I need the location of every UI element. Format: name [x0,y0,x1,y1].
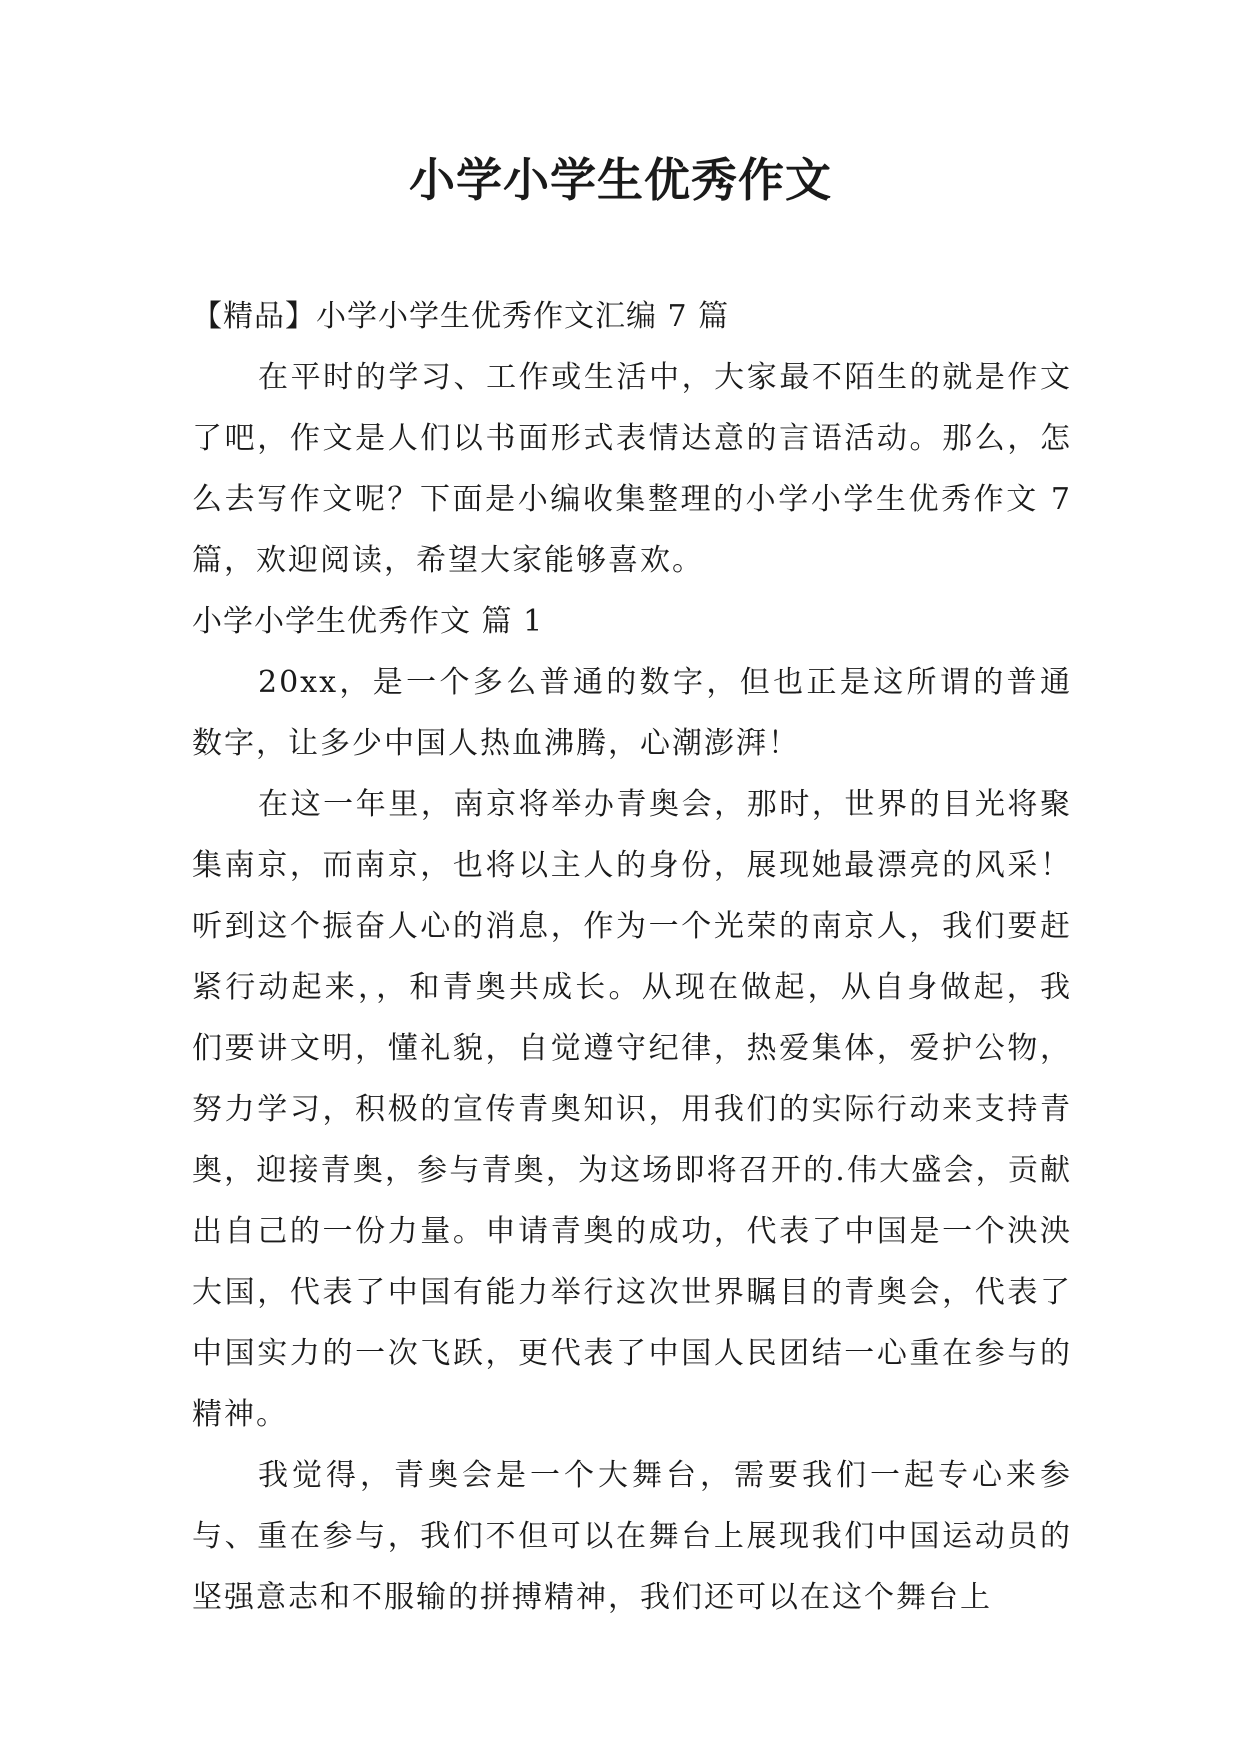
body-paragraph-1: 20xx，是一个多么普通的数字，但也正是这所谓的普通数字，让多少中国人热血沸腾，心潮澎湃！ [192,665,1072,761]
intro-paragraph: 在平时的学习、工作或生活中，大家最不陌生的就是作文了吧，作文是人们以书面形式表情达意的言语活动。那么，怎么去写作文呢？下面是小编收集整理的小学小学生优秀作文 7 篇，欢迎阅读，希望大家能够喜欢。 [192,360,1072,578]
document-subtitle: 【精品】小学小学生优秀作文汇编 7 篇 [192,299,730,334]
body-paragraph-2: 在这一年里，南京将举办青奥会，那时，世界的目光将聚集南京，而南京，也将以主人的身份，展现她最漂亮的风采！听到这个振奋人心的消息，作为一个光荣的南京人，我们要赶紧行动起来，，和青奥共成长。从现在做起，从自身做起，我们要讲文明，懂礼貌，自觉遵守纪律，热爱集体，爱护公物，努力学习，积极的宣传青奥知识，用我们的实际行动来支持青奥，迎接青奥，参与青奥，为这场即将召开的.伟大盛会，贡献出自己的一份力量。申请青奥的成功，代表了中国是一个泱泱大国，代表了中国有能力举行这次世界瞩目的青奥会，代表了中国实力的一次飞跃，更代表了中国人民团结一心重在参与的精神。 [192,787,1072,1432]
document-title: 小学小学生优秀作文 [409,153,832,207]
body-paragraph-3: 我觉得，青奥会是一个大舞台，需要我们一起专心来参与、重在参与，我们不但可以在舞台上展现我们中国运动员的坚强意志和不服输的拼搏精神，我们还可以在这个舞台上 [192,1458,1072,1615]
section-heading: 小学小学生优秀作文 篇 1 [192,604,544,639]
document-body [192,286,1072,1628]
